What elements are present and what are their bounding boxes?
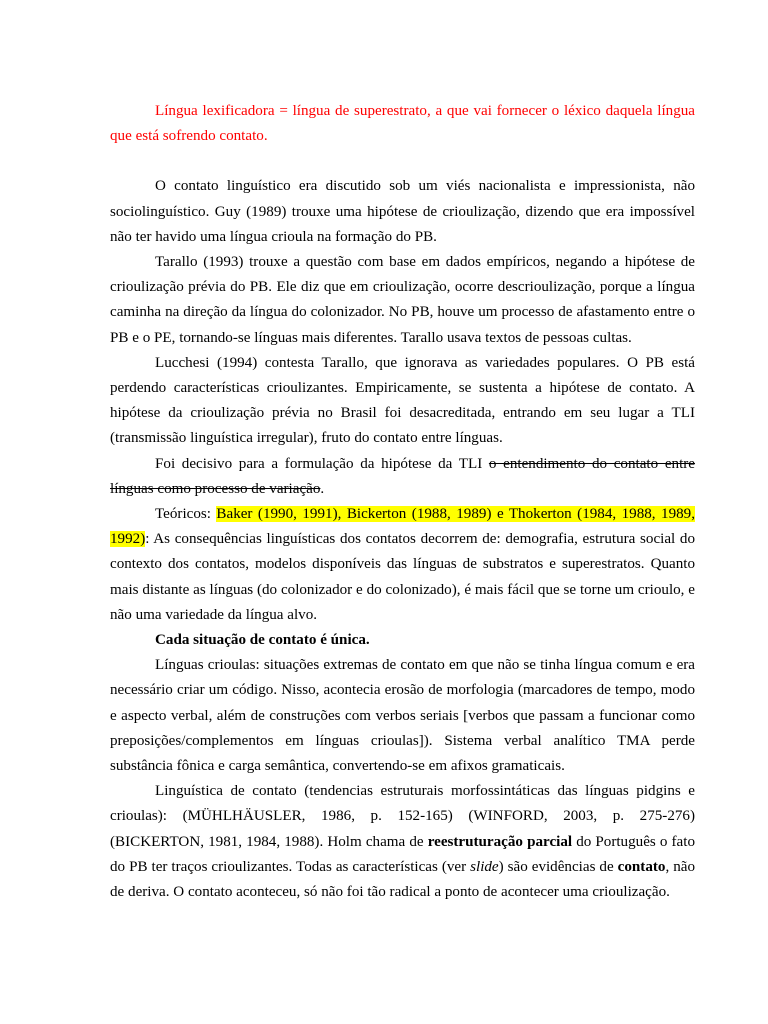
paragraph-teoricos xyxy=(110,502,695,628)
paragraph-text: Línguas crioulas: situações extremas de contato em que não se tinha língua comum e era necessário criar um código. Nisso, acontecia erosão de morfologia (marcadores de tempo, modo e aspecto verbal, além de construções com verbos seriais [verbos que passam a funcionar como preposições/complementos em línguas crioulas]). Sistema verbal analítico TMA perde substância fônica e carga semântica, convertendo-se em afixos gramaticais. xyxy=(110,657,695,775)
paragraph-text: , não de deriva. O contato aconteceu, só não foi tão radical a ponto de acontecer uma crioulização. xyxy=(110,858,695,901)
paragraph-linguistica-de-contato xyxy=(110,779,695,905)
paragraph-text: O contato linguístico era discutido sob um viés nacionalista e impressionista, não sociolinguístico. Guy (1989) trouxe uma hipótese de crioulização, dizendo que era impossível não ter havido uma língua crioula na formação do PB. xyxy=(110,178,695,245)
paragraph-lucchesi xyxy=(110,351,695,452)
paragraph-text: Tarallo (1993) trouxe a questão com base em dados empíricos, negando a hipótese de crioulização prévia do PB. Ele diz que em crioulização, ocorre descrioulização, porque a língua caminha na direção da língua do colonizador. No PB, houve um processo de afastamento entre o PB e o PE, tornando-se línguas mais diferentes. Tarallo usava textos de pessoas cultas. xyxy=(110,254,695,346)
paragraph-text: ) são evidências de xyxy=(498,858,618,875)
paragraph-text: . xyxy=(320,480,325,497)
definition-paragraph xyxy=(110,99,695,149)
highlighted-text: Baker (1990, 1991), Bickerton (1988, 1989) e Thokerton (1984, 1988, 1989, 1992) xyxy=(110,506,696,548)
paragraph-linguas-crioulas xyxy=(110,653,695,779)
paragraph-text: Lucchesi (1994) contesta Tarallo, que ignorava as variedades populares. O PB está perdendo características crioulizantes. Empiricamente, se sustenta a hipótese de contato. A hipótese da crioulização prévia no Brasil foi desacreditada, entrando em seu lugar a TLI (transmissão linguística irregular), fruto do contato entre línguas. xyxy=(110,354,695,447)
bold-term: reestruturação parcial xyxy=(427,833,573,850)
paragraph-text: Teóricos: xyxy=(155,506,217,523)
bold-term: contato xyxy=(617,858,666,875)
definition-text: Língua lexificadora = língua de superestrato, a que vai fornecer o léxico daquela língua que está sofrendo contato. xyxy=(110,103,695,145)
struck-text: o entendimento do contato entre línguas como processo de variação xyxy=(110,455,695,497)
paragraph-text: Linguística de contato (tendencias estruturais morfossintáticas das línguas pidgins e crioulas): (MÜHLHÄUSLER, 1986, p. 152-165) (WINFORD, 2003, p. 275-276) (BICKERTON, 1981, 1984, 1988). Holm chama de xyxy=(110,783,695,850)
paragraph-text: Foi decisivo para a formulação da hipótese da TLI xyxy=(155,455,489,472)
paragraph-text: do Português o fato do PB ter traços crioulizantes. Todas as características (ver xyxy=(110,833,695,875)
paragraph-contato-linguistico xyxy=(110,174,695,250)
bold-statement: Cada situação de contato é única. xyxy=(155,632,370,649)
paragraph-tarallo xyxy=(110,250,695,351)
paragraph-tli xyxy=(110,452,695,502)
paragraph-text: : As consequências linguísticas dos contatos decorrem de: demografia, estrutura social do contexto dos contatos, modelos disponíveis das línguas de substratos e superestratos. Quanto mais distante as línguas (do colonizador e do colonizado), é mais fácil que se torne um crioulo, e não uma variedade da língua alvo. xyxy=(110,531,695,623)
paragraph-spacer xyxy=(110,149,695,174)
italic-term: slide xyxy=(470,858,499,875)
paragraph-situacao-unica xyxy=(110,628,695,653)
